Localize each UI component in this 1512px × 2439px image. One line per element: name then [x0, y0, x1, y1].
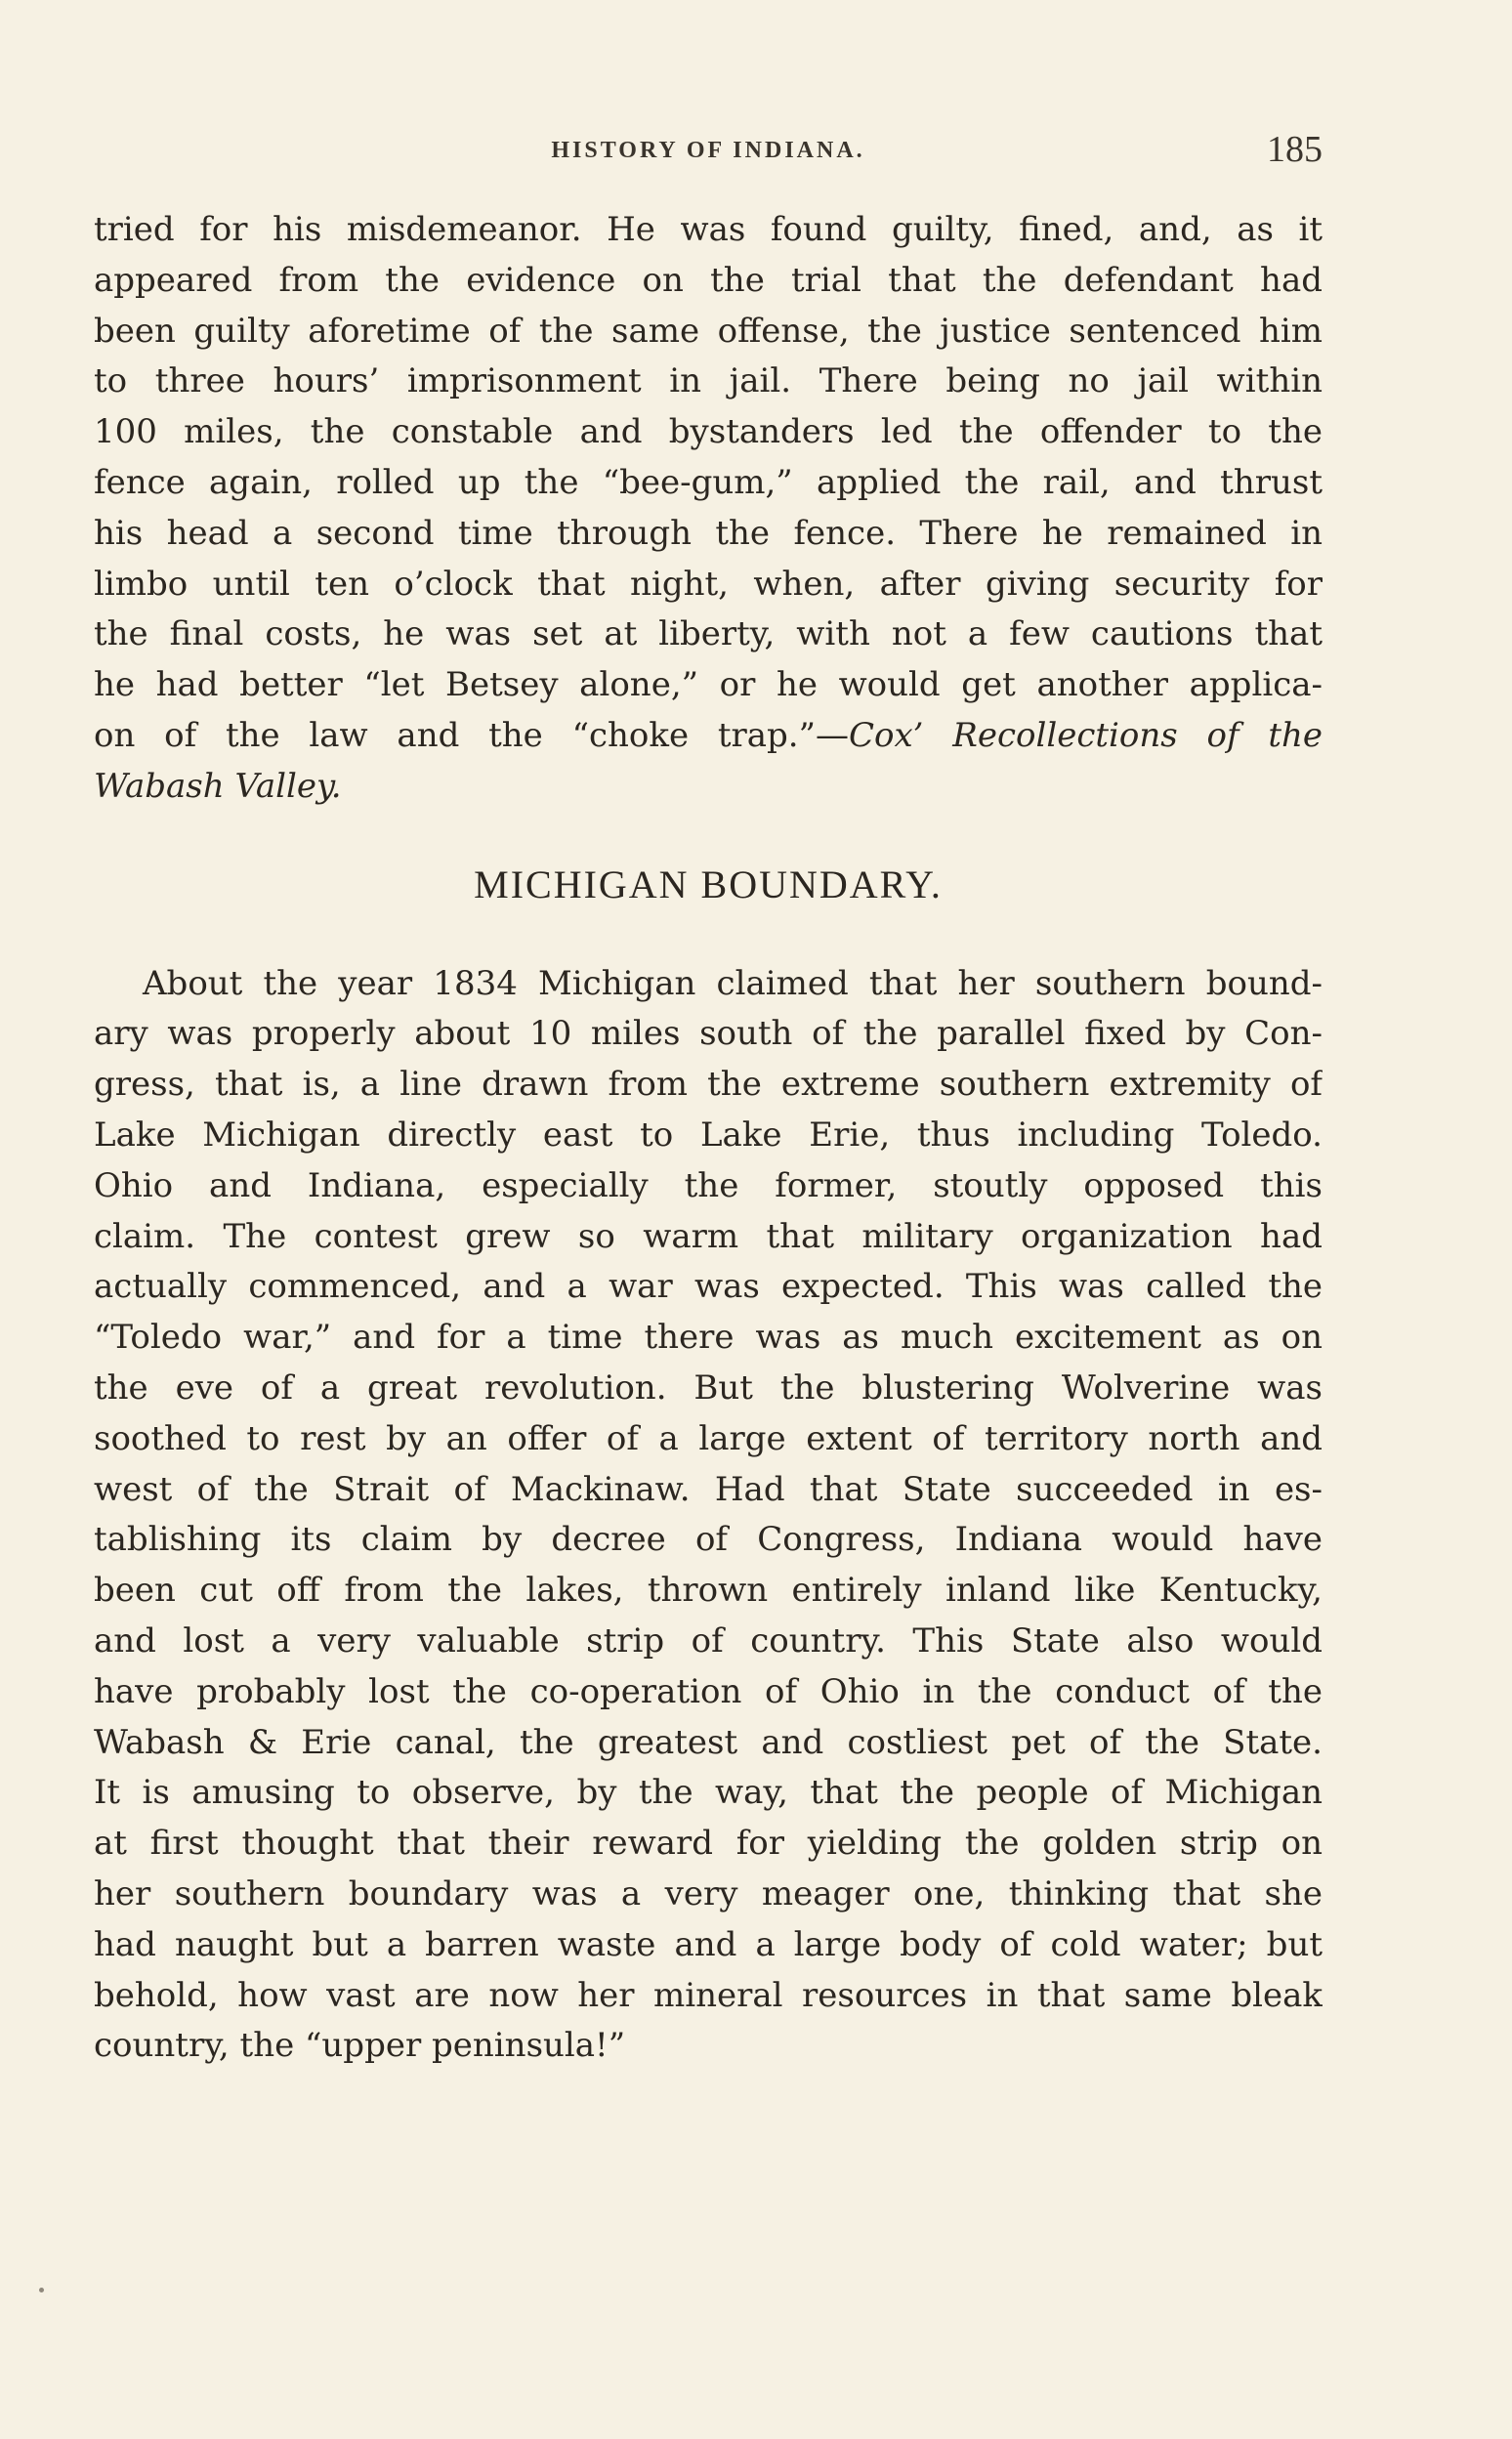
text-line: Lake Michigan directly east to Lake Erie, thus including Toledo.: [94, 1114, 1323, 1155]
text-line: 100 miles, the constable and bystanders led the offender to the: [94, 412, 1323, 452]
text-line: the final costs, he was set at liberty, with not a few cautions that: [94, 614, 1323, 654]
text-line: Ohio and Indiana, especially the former, stoutly opposed this: [94, 1165, 1323, 1205]
text-line: behold, how vast are now her mineral resources in that same bleak: [94, 1975, 1323, 2015]
text-line: Wabash & Erie canal, the greatest and costliest pet of the State.: [94, 1722, 1323, 1762]
text-line: west of the Strait of Mackinaw. Had that State succeeded in es-: [94, 1469, 1323, 1509]
page-header: [94, 128, 1323, 175]
text-line: tablishing its claim by decree of Congress, Indiana would have: [94, 1520, 1323, 1560]
text-line: About the year 1834 Michigan claimed that her southern bound-: [143, 963, 1323, 1003]
text-line: to three hours’ imprisonment in jail. There being no jail within: [94, 361, 1323, 401]
text-line: gress, that is, a line drawn from the extreme southern extremity of: [94, 1065, 1323, 1105]
citation-plain-text: on of the law and the “choke trap.”—: [94, 715, 849, 755]
page-blemish: [39, 2288, 44, 2292]
text-line: It is amusing to observe, by the way, that the people of Michigan: [94, 1773, 1323, 1813]
text-line: country, the “upper peninsula!”: [94, 2026, 626, 2066]
text-line: actually commenced, and a war was expected. This was called the: [94, 1267, 1323, 1307]
paragraph-2: [94, 959, 1323, 2073]
text-line: the eve of a great revolution. But the blustering Wolverine was: [94, 1367, 1323, 1408]
text-line: ary was properly about 10 miles south of the parallel fixed by Con-: [94, 1014, 1323, 1054]
text-line: soothed to rest by an offer of a large extent of territory north and: [94, 1418, 1323, 1458]
text-line: appeared from the evidence on the trial that the defendant had: [94, 260, 1323, 300]
body-text: [94, 205, 1323, 2072]
text-line: his head a second time through the fence. There he remained in: [94, 513, 1323, 553]
text-line: and lost a very valuable strip of country. This State also would: [94, 1620, 1323, 1661]
text-line: had naught but a barren waste and a large body of cold water; but: [94, 1924, 1323, 1964]
text-line: at first thought that their reward for yielding the golden strip on: [94, 1824, 1323, 1864]
text-line: he had better “let Betsey alone,” or he would get another applica-: [94, 665, 1323, 705]
citation-source-end: Wabash Valley.: [94, 766, 342, 806]
text-line: her southern boundary was a very meager one, thinking that she: [94, 1873, 1323, 1913]
running-head: HISTORY OF INDIANA.: [551, 138, 865, 163]
section-title: MICHIGAN BOUNDARY.: [474, 862, 943, 906]
citation-source: Cox’ Recollections of the: [849, 715, 1323, 755]
text-line: been cut off from the lakes, thrown entirely inland like Kentucky,: [94, 1571, 1323, 1611]
text-line: have probably lost the co-operation of Ohio in the conduct of the: [94, 1671, 1323, 1711]
text-line: tried for his misdemeanor. He was found guilty, fined, and, as it: [94, 210, 1323, 249]
text-line: fence again, rolled up the “bee-gum,” applied the rail, and thrust: [94, 462, 1323, 502]
paragraph-1: [94, 205, 1323, 813]
text-line: claim. The contest grew so warm that military organization had: [94, 1216, 1323, 1256]
text-line-citation: [94, 711, 1323, 762]
page-number: 185: [1267, 129, 1323, 170]
text-line: limbo until ten o’clock that night, when, after giving security for: [94, 564, 1323, 604]
text-line: been guilty aforetime of the same offense, the justice sentenced him: [94, 311, 1323, 351]
text-line: “Toledo war,” and for a time there was as much excitement as on: [94, 1318, 1323, 1358]
